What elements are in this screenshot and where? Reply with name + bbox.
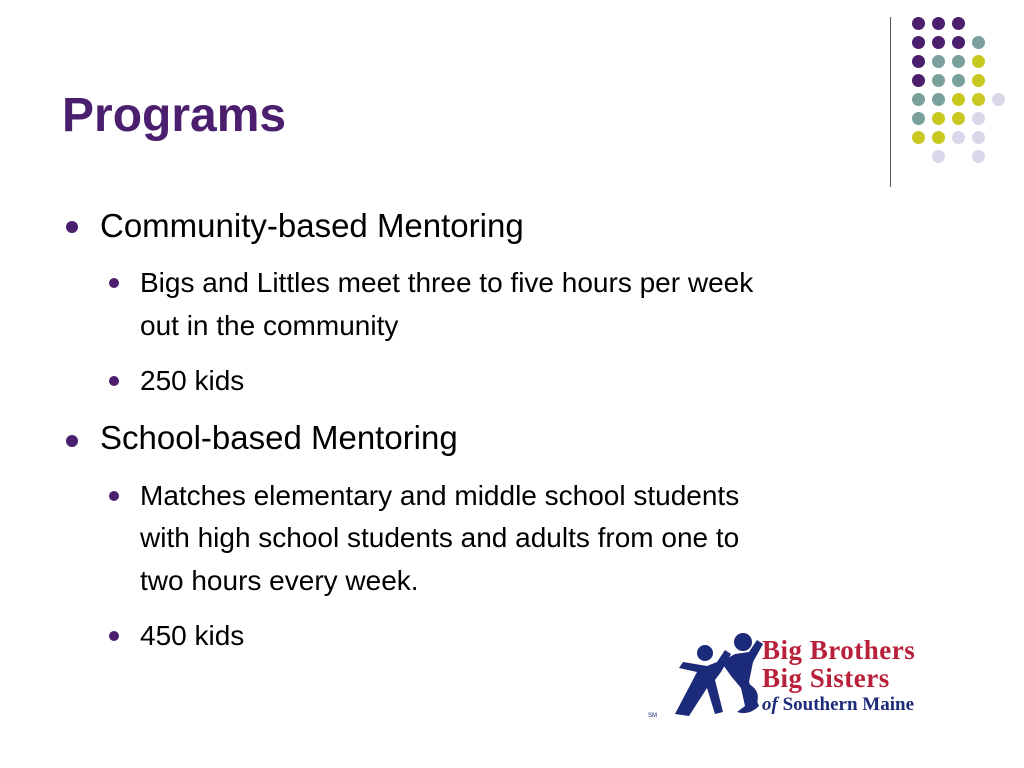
logo-region: Southern Maine: [782, 694, 915, 715]
bullet-marker: [66, 435, 78, 447]
sub-bullet-line: 250 kids: [140, 365, 245, 396]
slide-title: Programs: [62, 89, 287, 142]
sub-bullet-marker: [109, 278, 119, 288]
sub-bullet-line: out in the community: [140, 310, 399, 341]
sub-bullet-line: two hours every week.: [140, 565, 419, 596]
sub-bullet-line: with high school students and adults from one to: [140, 522, 740, 553]
bbbs-logo-text: [762, 636, 915, 718]
bullet-item: Community-based Mentoring: [100, 207, 524, 244]
service-mark: SM: [648, 713, 657, 719]
sub-bullet-line: 450 kids: [140, 620, 245, 651]
sub-bullet-line: Bigs and Littles meet three to five hours per week: [140, 267, 754, 298]
sub-bullet-marker: [109, 631, 119, 641]
logo-line-1: Big Brothers: [762, 635, 916, 665]
logo-line-2: Big Sisters: [762, 663, 890, 693]
logo-line-3: [762, 692, 915, 718]
sub-bullet-marker: [109, 491, 119, 501]
logo-of: of: [762, 694, 778, 715]
sub-bullet-marker: [109, 376, 119, 386]
bullet-item: School-based Mentoring: [100, 419, 458, 456]
sub-bullet-line: Matches elementary and middle school students: [140, 480, 740, 511]
bullet-marker: [66, 221, 78, 233]
